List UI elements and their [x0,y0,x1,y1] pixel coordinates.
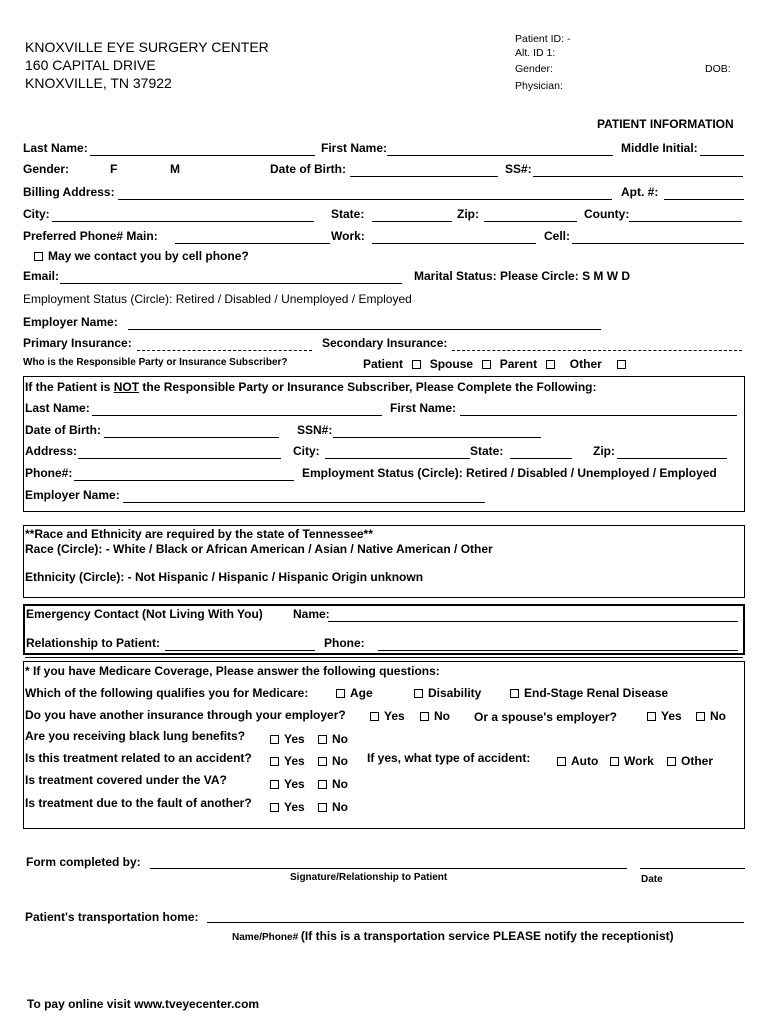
q2-spouse-no-label: No [710,709,726,723]
q6-no-label: No [332,800,348,814]
responsible-options [363,357,631,371]
responsible-heading-pre: If the Patient is [25,380,114,394]
contact-cell-question[interactable] [34,249,249,263]
medicare-q1: Which of the following qualifies you for Medicare: [25,686,309,700]
billing-address-label: Billing Address: [23,185,115,199]
q3-no-option[interactable] [318,732,348,746]
gender-option-m[interactable]: M [170,162,180,176]
emergency-name-field[interactable] [328,621,738,622]
transport-field[interactable] [207,922,744,923]
q1-age-checkbox[interactable] [336,689,345,698]
opt-other-checkbox[interactable] [617,360,626,369]
race-options[interactable]: Race (Circle): - White / Black or African American / Asian / Native American / Other [25,542,493,556]
last-name-label: Last Name: [23,141,88,155]
city-field[interactable] [52,221,314,222]
state-field[interactable] [372,221,452,222]
section-title: PATIENT INFORMATION [597,117,734,131]
resp-zip-field[interactable] [617,458,727,459]
zip-label: Zip: [457,207,479,221]
phone-main-field[interactable] [175,243,330,244]
q1-disability-label: Disability [428,686,482,700]
q2-no-checkbox[interactable] [420,712,429,721]
resp-zip-label: Zip: [593,444,615,458]
gender-label: Gender: [23,162,70,176]
accident-other-label: Other [681,754,714,768]
resp-ssn-label: SSN#: [297,423,333,437]
completed-by-label: Form completed by: [26,855,141,869]
q6-yes-checkbox[interactable] [270,803,279,812]
medicare-intro: * If you have Medicare Coverage, Please answer the following questions: [25,664,440,678]
q5-no-checkbox[interactable] [318,780,327,789]
q1-esrd-option[interactable] [510,686,668,700]
emergency-phone-label: Phone: [324,636,365,650]
accident-auto-option[interactable] [557,754,598,768]
q2-spouse-yes-option[interactable] [647,709,682,723]
accident-other-option[interactable] [667,754,713,768]
signature-caption: Signature/Relationship to Patient [290,872,448,883]
last-name-field[interactable] [90,155,315,156]
medicare-q6: Is treatment due to the fault of another? [25,796,252,810]
ethnicity-options[interactable]: Ethnicity (Circle): - Not Hispanic / Hispanic / Hispanic Origin unknown [25,570,424,584]
zip-field[interactable] [484,221,577,222]
q6-yes-option[interactable] [270,800,305,814]
opt-other-label: Other [569,357,602,371]
opt-spouse-checkbox[interactable] [482,360,491,369]
q1-esrd-checkbox[interactable] [510,689,519,698]
apt-label: Apt. #: [621,185,659,199]
q2-yes-label: Yes [384,709,405,723]
q2-spouse-yes-checkbox[interactable] [647,712,656,721]
date-field[interactable] [640,868,745,869]
q4-yes-checkbox[interactable] [270,757,279,766]
responsible-heading [25,380,596,394]
transport-caption-a: Name/Phone# [232,932,301,943]
first-name-field[interactable] [387,155,613,156]
q5-no-option[interactable] [318,777,348,791]
contact-cell-text: May we contact you by cell phone? [48,249,249,263]
resp-city-field[interactable] [325,458,470,459]
accident-auto-label: Auto [571,754,599,768]
accident-other-checkbox[interactable] [667,757,676,766]
emergency-relationship-field[interactable] [165,650,315,651]
date-caption: Date [641,874,663,885]
resp-last-name-label: Last Name: [25,401,90,415]
work-phone-field[interactable] [372,243,536,244]
q1-age-label: Age [350,686,373,700]
responsible-heading-not: NOT [113,380,140,394]
city-label: City: [23,207,50,221]
marital-status[interactable]: Marital Status: Please Circle: S M W D [414,269,631,283]
q3-no-checkbox[interactable] [318,735,327,744]
gender-option-f[interactable]: F [110,162,118,176]
middle-initial-field[interactable] [700,155,744,156]
dob-field[interactable] [350,176,498,177]
county-label: County: [584,207,630,221]
q2-spouse-yes-label: Yes [661,709,682,723]
phone-main-label: Preferred Phone# Main: [23,229,158,243]
pay-online-text[interactable]: To pay online visit www.tveyecenter.com [27,997,260,1011]
resp-first-name-label: First Name: [390,401,457,415]
resp-last-name-field[interactable] [92,415,382,416]
signature-field[interactable] [150,868,627,869]
medicare-q2-spouse: Or a spouse's employer? [474,710,617,724]
primary-insurance-label: Primary Insurance: [23,336,132,350]
transport-caption-b: (If this is a transportation service PLEASE notify the receptionist) [300,929,674,943]
resp-dob-field[interactable] [104,437,279,438]
apt-field[interactable] [664,199,744,200]
q1-age-option[interactable] [336,686,373,700]
employment-status[interactable]: Employment Status (Circle): Retired / Disabled / Unemployed / Employed [23,292,412,306]
patient-id-label: Patient ID: - [515,33,571,45]
resp-employer-field[interactable] [123,502,485,503]
contact-cell-checkbox[interactable] [34,252,43,261]
q3-yes-checkbox[interactable] [270,735,279,744]
middle-initial-label: Middle Initial: [621,141,698,155]
q6-yes-label: Yes [284,800,305,814]
clinic-name: KNOXVILLE EYE SURGERY CENTER [25,39,269,55]
q1-esrd-label: End-Stage Renal Disease [524,686,669,700]
clinic-address-line2: KNOXVILLE, TN 37922 [25,75,172,91]
resp-state-label: State: [470,444,504,458]
q2-spouse-no-option[interactable] [696,709,726,723]
emergency-relationship-label: Relationship to Patient: [26,636,161,650]
resp-phone-field[interactable] [74,480,294,481]
resp-state-field[interactable] [510,458,572,459]
secondary-insurance-field[interactable] [452,350,742,351]
emergency-name-label: Name: [293,607,330,621]
employer-label: Employer Name: [23,315,118,329]
emergency-contact-label: Emergency Contact (Not Living With You) [26,607,263,621]
q4-no-checkbox[interactable] [318,757,327,766]
responsible-party-box [23,376,745,512]
accident-work-checkbox[interactable] [610,757,619,766]
q2-no-option[interactable] [420,709,450,723]
transport-caption [232,927,674,945]
transport-label: Patient's transportation home: [25,910,199,924]
alt-id-label: Alt. ID 1: [515,47,556,59]
opt-parent-label: Parent [499,357,538,371]
responsible-heading-post: the Responsible Party or Insurance Subscriber, Please Complete the Following: [139,380,597,394]
first-name-label: First Name: [321,141,388,155]
q3-yes-option[interactable] [270,732,305,746]
email-label: Email: [23,269,60,283]
ss-label: SS#: [505,162,532,176]
resp-address-field[interactable] [78,458,281,459]
gender-meta-label: Gender: [515,63,553,75]
opt-patient-label: Patient [363,357,404,371]
race-note: **Race and Ethnicity are required by the state of Tennessee** [25,527,373,541]
q2-yes-checkbox[interactable] [370,712,379,721]
county-field[interactable] [629,221,742,222]
responsible-question: Who is the Responsible Party or Insurance Subscriber? [23,357,288,368]
resp-employment-status[interactable]: Employment Status (Circle): Retired / Disabled / Unemployed / Employed [302,466,717,480]
opt-spouse-label: Spouse [429,357,474,371]
q1-disability-option[interactable] [414,686,481,700]
dob-meta-label: DOB: [705,63,731,75]
medicare-q2: Do you have another insurance through your employer? [25,708,346,722]
accident-work-option[interactable] [610,754,654,768]
ss-field[interactable] [533,176,743,177]
q6-no-checkbox[interactable] [318,803,327,812]
opt-parent-checkbox[interactable] [546,360,555,369]
q6-no-option[interactable] [318,800,348,814]
cell-phone-field[interactable] [572,243,744,244]
q5-no-label: No [332,777,348,791]
resp-ssn-field[interactable] [333,437,541,438]
q5-yes-label: Yes [284,777,305,791]
dob-label: Date of Birth: [270,162,346,176]
accident-auto-checkbox[interactable] [557,757,566,766]
q4-yes-option[interactable] [270,754,305,768]
medicare-q4-type: If yes, what type of accident: [367,751,531,765]
resp-employer-label: Employer Name: [25,488,120,502]
q2-yes-option[interactable] [370,709,405,723]
q5-yes-checkbox[interactable] [270,780,279,789]
medicare-q3: Are you receiving black lung benefits? [25,729,246,743]
email-field[interactable] [60,283,402,284]
resp-address-label: Address: [25,444,78,458]
q1-disability-checkbox[interactable] [414,689,423,698]
work-phone-label: Work: [331,229,365,243]
q4-no-label: No [332,754,348,768]
medicare-q5: Is treatment covered under the VA? [25,773,227,787]
resp-dob-label: Date of Birth: [25,423,101,437]
q4-no-option[interactable] [318,754,348,768]
q4-yes-label: Yes [284,754,305,768]
q3-no-label: No [332,732,348,746]
q2-no-label: No [434,709,450,723]
resp-city-label: City: [293,444,320,458]
q2-spouse-no-checkbox[interactable] [696,712,705,721]
accident-work-label: Work [624,754,654,768]
resp-first-name-field[interactable] [460,415,737,416]
physician-label: Physician: [515,80,563,92]
primary-insurance-field[interactable] [137,350,312,351]
state-label: State: [331,207,365,221]
resp-phone-label: Phone#: [25,466,73,480]
employer-field[interactable] [128,329,601,330]
q3-yes-label: Yes [284,732,305,746]
secondary-insurance-label: Secondary Insurance: [322,336,448,350]
opt-patient-checkbox[interactable] [412,360,421,369]
q5-yes-option[interactable] [270,777,305,791]
emergency-phone-field[interactable] [378,650,738,651]
clinic-address-line1: 160 CAPITAL DRIVE [25,57,156,73]
cell-phone-label: Cell: [544,229,571,243]
medicare-q4: Is this treatment related to an accident? [25,751,252,765]
billing-address-field[interactable] [118,199,612,200]
